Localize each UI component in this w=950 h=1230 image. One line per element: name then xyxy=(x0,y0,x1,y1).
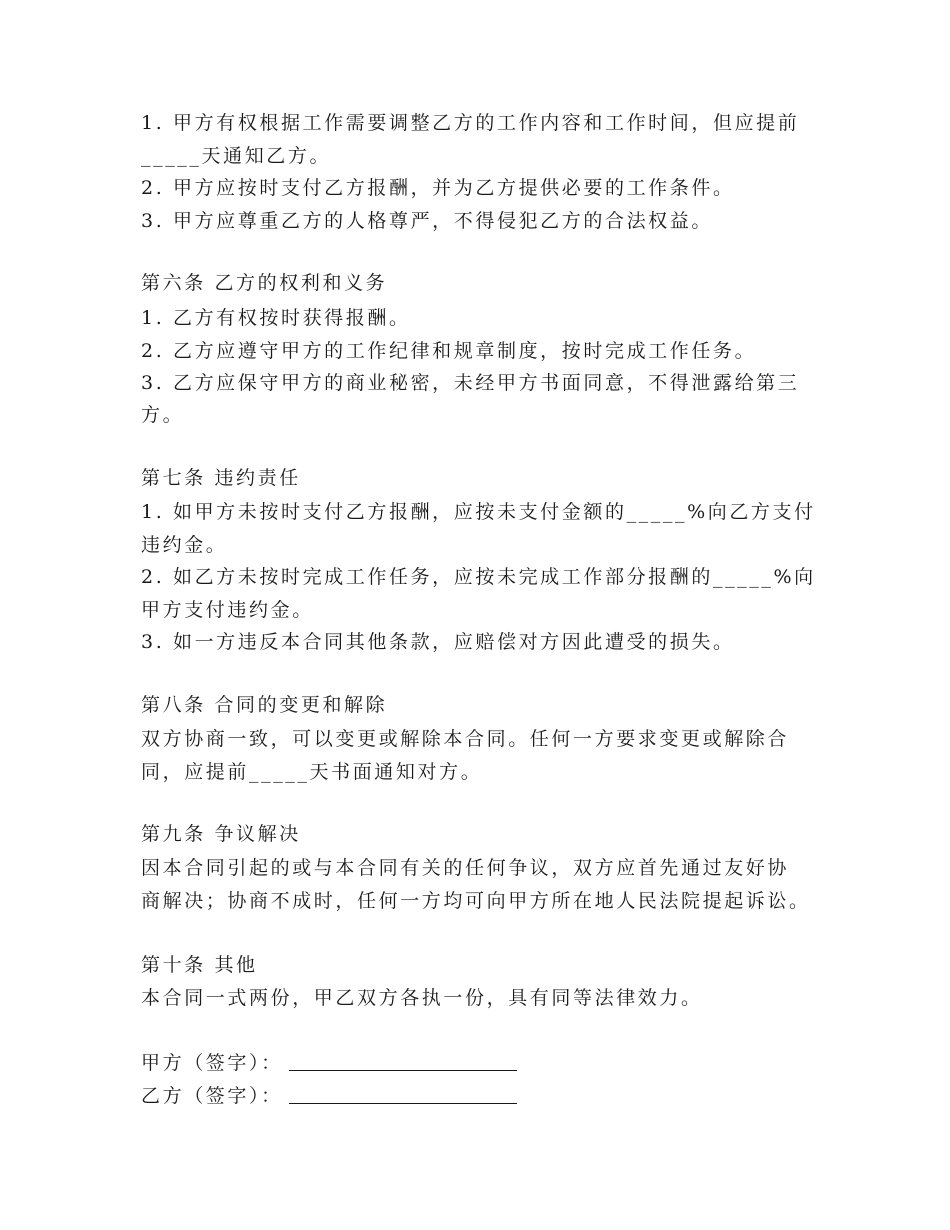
article-8-heading: 第八条 合同的变更和解除 xyxy=(141,694,388,716)
party-a-signature xyxy=(141,1048,517,1078)
article-9-line-2: 商解决；协商不成时，任何一方均可向甲方所在地人民法院提起诉讼。 xyxy=(141,890,811,912)
party-a-duty-2: 2. 甲方应按时支付乙方报酬，并为乙方提供必要的工作条件。 xyxy=(141,177,735,199)
party-b-signature xyxy=(141,1081,517,1111)
party-b-signature-label: 乙方（签字）： xyxy=(141,1085,283,1107)
article-7-line-3: 2. 如乙方未按时完成工作任务，应按未完成工作部分报酬的_____%向 xyxy=(141,566,816,588)
article-8-line-1: 双方协商一致，可以变更或解除本合同。任何一方要求变更或解除合 xyxy=(141,728,790,750)
article-6-heading: 第六条 乙方的权利和义务 xyxy=(141,272,388,294)
party-a-signature-line[interactable] xyxy=(289,1050,517,1071)
article-9-heading: 第九条 争议解决 xyxy=(141,823,301,845)
article-7-line-4: 甲方支付违约金。 xyxy=(141,599,314,621)
article-6-line-4: 方。 xyxy=(141,404,185,426)
article-7-line-1: 1. 如甲方未按时支付乙方报酬，应按未支付金额的_____%向乙方支付 xyxy=(141,501,816,523)
article-8-line-2: 同，应提前_____天书面通知对方。 xyxy=(141,761,483,783)
article-10-line-1: 本合同一式两份，甲乙双方各执一份，具有同等法律效力。 xyxy=(141,987,703,1009)
article-7-heading: 第七条 违约责任 xyxy=(141,467,301,489)
article-6-line-3: 3. 乙方应保守甲方的商业秘密，未经甲方书面同意，不得泄露给第三 xyxy=(141,372,800,394)
article-6-line-1: 1. 乙方有权按时获得报酬。 xyxy=(141,307,411,329)
article-7-line-5: 3. 如一方违反本合同其他条款，应赔偿对方因此遭受的损失。 xyxy=(141,631,735,653)
party-a-duty-3: 3. 甲方应尊重乙方的人格尊严，不得侵犯乙方的合法权益。 xyxy=(141,210,713,232)
article-10-heading: 第十条 其他 xyxy=(141,954,258,976)
article-7-line-2: 违约金。 xyxy=(141,534,228,556)
party-a-signature-label: 甲方（签字）： xyxy=(141,1052,283,1074)
party-a-duty-1-cont: _____天通知乙方。 xyxy=(141,145,332,167)
party-a-duty-1: 1. 甲方有权根据工作需要调整乙方的工作内容和工作时间，但应提前 xyxy=(141,112,800,134)
article-9-line-1: 因本合同引起的或与本合同有关的任何争议，双方应首先通过友好协 xyxy=(141,857,790,879)
party-b-signature-line[interactable] xyxy=(289,1083,517,1104)
article-6-line-2: 2. 乙方应遵守甲方的工作纪律和规章制度，按时完成工作任务。 xyxy=(141,340,757,362)
